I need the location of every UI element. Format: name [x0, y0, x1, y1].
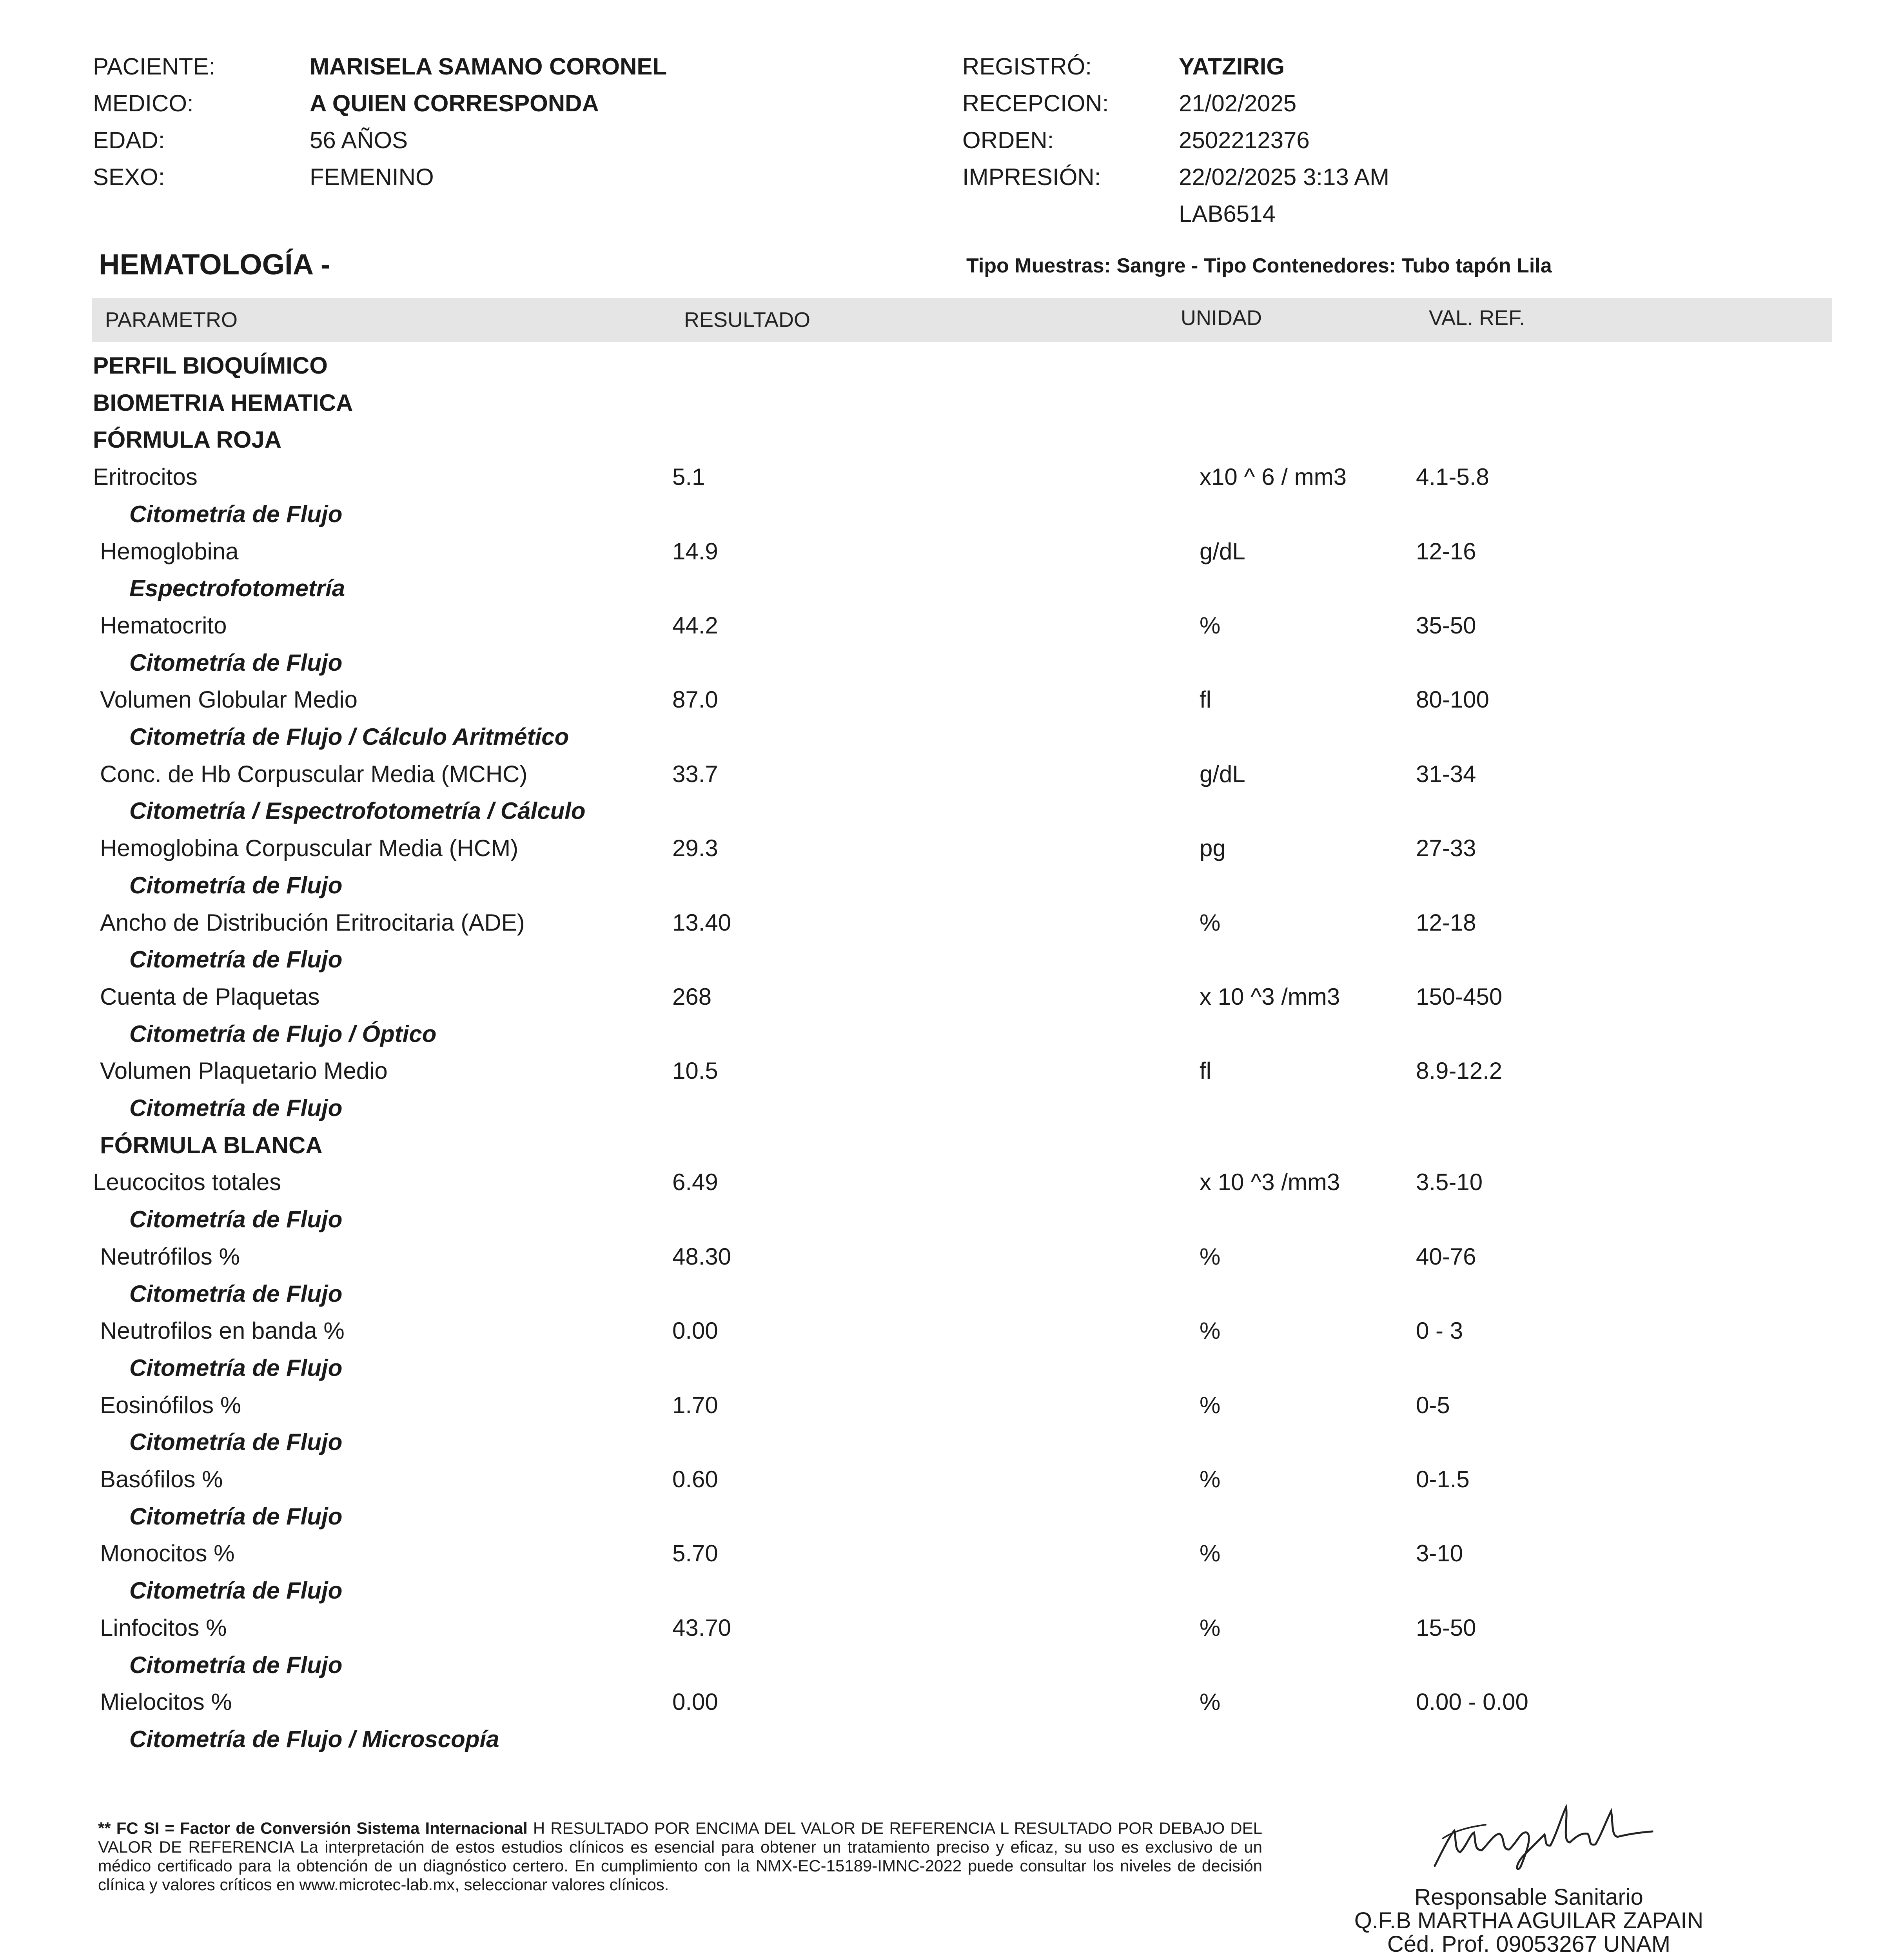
left-header-label: EDAD:	[93, 127, 165, 153]
right-header-label: REGISTRÓ:	[962, 53, 1092, 80]
method-label: Citometría de Flujo	[129, 650, 343, 676]
param-ref: 12-16	[1416, 538, 1476, 564]
param-ref: 0-5	[1416, 1392, 1450, 1418]
section-title: HEMATOLOGÍA -	[99, 248, 330, 281]
param-unit: %	[1200, 1466, 1221, 1492]
param-unit: %	[1200, 1689, 1221, 1715]
signature-name: Q.F.B MARTHA AGUILAR ZAPAIN	[1354, 1908, 1704, 1933]
method-label: Citometría de Flujo / Óptico	[129, 1021, 437, 1047]
param-result: 268	[672, 984, 712, 1010]
param-result: 14.9	[672, 538, 718, 564]
param-ref: 8.9-12.2	[1416, 1058, 1503, 1084]
param-unit: %	[1200, 1318, 1221, 1344]
param-ref: 0 - 3	[1416, 1318, 1463, 1344]
right-header-value: 22/02/2025 3:13 AM	[1179, 164, 1390, 190]
param-result: 33.7	[672, 761, 718, 787]
param-result: 13.40	[672, 909, 731, 936]
param-name: Hemoglobina Corpuscular Media (HCM)	[100, 835, 519, 861]
param-name: Hemoglobina	[100, 538, 239, 564]
param-name: Volumen Globular Medio	[100, 686, 358, 713]
method-label: Citometría de Flujo / Cálculo Aritmético	[129, 724, 569, 750]
group-heading: FÓRMULA ROJA	[93, 426, 282, 453]
param-ref: 12-18	[1416, 909, 1476, 936]
handwritten-signature	[1427, 1788, 1654, 1878]
param-name: Leucocitos totales	[93, 1169, 281, 1195]
footnote-text: H RESULTADO POR ENCIMA DEL VALOR DE REFERENCIA L RESULTADO POR DEBAJO DEL VALOR DE REFERENCIA La interpretación de estos estudios clínicos es esencial para obtener un tratamiento preciso y eficaz, su uso es exclusivo de un médico certificado para la obtención de un diagnóstico certero. En cumplimiento con la NMX-EC-15189-IMNC-2022 puede consultar los niveles de decisión clínica y valores críticos en www.microtec-lab.mx, seleccionar valores clínicos.	[98, 1819, 1263, 1894]
param-ref: 150-450	[1416, 984, 1503, 1010]
right-header-value: YATZIRIG	[1179, 53, 1285, 80]
param-result: 10.5	[672, 1058, 718, 1084]
param-unit: fl	[1200, 1058, 1211, 1084]
method-label: Citometría de Flujo	[129, 1206, 343, 1232]
signature-cedula: Céd. Prof. 09053267 UNAM	[1387, 1931, 1671, 1957]
group-heading: BIOMETRIA HEMATICA	[93, 390, 353, 416]
left-header-value: FEMENINO	[310, 164, 434, 190]
param-ref: 35-50	[1416, 612, 1476, 639]
param-result: 0.00	[672, 1318, 718, 1344]
footnote-bold: ** FC SI = Factor de Conversión Sistema Internacional	[98, 1819, 528, 1837]
param-unit: %	[1200, 1540, 1221, 1566]
param-name: Monocitos %	[100, 1540, 235, 1566]
param-unit: x 10 ^3 /mm3	[1200, 984, 1340, 1010]
param-unit: x10 ^ 6 / mm3	[1200, 464, 1347, 490]
column-header-resultado: RESULTADO	[684, 308, 811, 332]
column-header-bar	[92, 298, 1832, 342]
signature-role: Responsable Sanitario	[1414, 1884, 1643, 1910]
left-header-label: PACIENTE:	[93, 53, 216, 80]
method-label: Citometría de Flujo	[129, 1429, 343, 1455]
param-result: 0.60	[672, 1466, 718, 1492]
param-result: 29.3	[672, 835, 718, 861]
param-name: Neutrófilos %	[100, 1243, 240, 1270]
param-name: Ancho de Distribución Eritrocitaria (ADE)	[100, 909, 525, 936]
method-label: Citometría de Flujo	[129, 1652, 343, 1678]
param-ref: 4.1-5.8	[1416, 464, 1489, 490]
method-label: Citometría de Flujo	[129, 946, 343, 973]
right-header-label: ORDEN:	[962, 127, 1054, 153]
footnote	[98, 1819, 1262, 1894]
param-unit: g/dL	[1200, 761, 1245, 787]
method-label: Citometría de Flujo	[129, 1095, 343, 1121]
param-unit: %	[1200, 612, 1221, 639]
method-label: Citometría de Flujo	[129, 501, 343, 527]
param-result: 0.00	[672, 1689, 718, 1715]
param-unit: %	[1200, 1243, 1221, 1270]
right-header-label: IMPRESIÓN:	[962, 164, 1101, 190]
param-name: Cuenta de Plaquetas	[100, 984, 320, 1010]
method-label: Citometría de Flujo	[129, 1503, 343, 1530]
method-label: Citometría de Flujo / Microscopía	[129, 1726, 499, 1752]
left-header-value: MARISELA SAMANO CORONEL	[310, 53, 667, 80]
method-label: Citometría de Flujo	[129, 872, 343, 898]
signature-block	[1333, 1886, 1725, 1956]
param-ref: 31-34	[1416, 761, 1476, 787]
param-unit: fl	[1200, 686, 1211, 713]
method-label: Espectrofotometría	[129, 575, 345, 601]
sample-info: Tipo Muestras: Sangre - Tipo Contenedores: Tubo tapón Lila	[966, 254, 1552, 277]
group-heading: PERFIL BIOQUÍMICO	[93, 352, 328, 379]
param-unit: %	[1200, 909, 1221, 936]
param-name: Basófilos %	[100, 1466, 223, 1492]
param-unit: x 10 ^3 /mm3	[1200, 1169, 1340, 1195]
group-heading: FÓRMULA BLANCA	[100, 1132, 323, 1158]
param-result: 48.30	[672, 1243, 731, 1270]
param-ref: 0-1.5	[1416, 1466, 1470, 1492]
right-header-label: RECEPCION:	[962, 90, 1109, 116]
method-label: Citometría de Flujo	[129, 1281, 343, 1307]
param-ref: 3.5-10	[1416, 1169, 1483, 1195]
method-label: Citometría / Espectrofotometría / Cálculo	[129, 798, 586, 824]
param-name: Eosinófilos %	[100, 1392, 241, 1418]
param-name: Neutrofilos en banda %	[100, 1318, 345, 1344]
column-header-val-ref: VAL. REF.	[1429, 306, 1525, 330]
param-unit: %	[1200, 1392, 1221, 1418]
param-result: 5.1	[672, 464, 705, 490]
param-name: Linfocitos %	[100, 1615, 227, 1641]
method-label: Citometría de Flujo	[129, 1355, 343, 1381]
param-ref: 40-76	[1416, 1243, 1476, 1270]
param-name: Eritrocitos	[93, 464, 198, 490]
param-unit: %	[1200, 1615, 1221, 1641]
param-ref: 0.00 - 0.00	[1416, 1689, 1528, 1715]
param-result: 43.70	[672, 1615, 731, 1641]
param-result: 5.70	[672, 1540, 718, 1566]
method-label: Citometría de Flujo	[129, 1577, 343, 1604]
param-ref: 3-10	[1416, 1540, 1463, 1566]
param-name: Mielocitos %	[100, 1689, 232, 1715]
param-name: Volumen Plaquetario Medio	[100, 1058, 388, 1084]
left-header-value: 56 AÑOS	[310, 127, 408, 153]
param-ref: 15-50	[1416, 1615, 1476, 1641]
right-header-value: 2502212376	[1179, 127, 1310, 153]
param-unit: g/dL	[1200, 538, 1245, 564]
column-header-parametro: PARAMETRO	[105, 308, 238, 332]
param-result: 1.70	[672, 1392, 718, 1418]
left-header-label: SEXO:	[93, 164, 165, 190]
right-header-value: 21/02/2025	[1179, 90, 1297, 116]
param-name: Conc. de Hb Corpuscular Media (MCHC)	[100, 761, 528, 787]
param-ref: 27-33	[1416, 835, 1476, 861]
param-result: 44.2	[672, 612, 718, 639]
right-header-value: LAB6514	[1179, 201, 1276, 227]
param-unit: pg	[1200, 835, 1226, 861]
left-header-value: A QUIEN CORRESPONDA	[310, 90, 599, 116]
param-name: Hematocrito	[100, 612, 227, 639]
param-ref: 80-100	[1416, 686, 1489, 713]
left-header-label: MEDICO:	[93, 90, 194, 116]
param-result: 6.49	[672, 1169, 718, 1195]
param-result: 87.0	[672, 686, 718, 713]
column-header-unidad: UNIDAD	[1181, 306, 1262, 330]
